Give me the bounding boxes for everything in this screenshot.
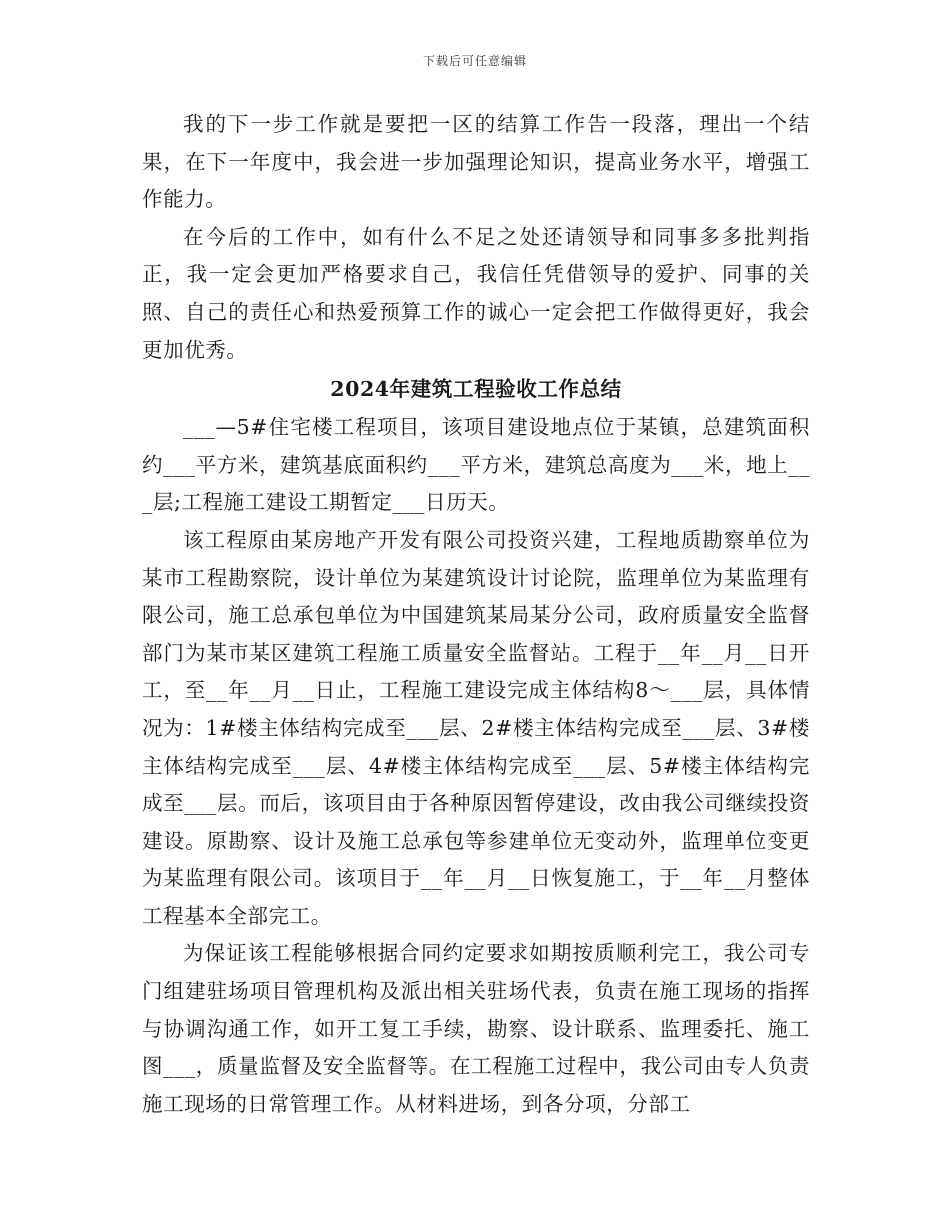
paragraph-project-history: 该工程原由某房地产开发有限公司投资兴建，工程地质勘察单位为某市工程勘察院，设计单位为某建筑设计讨论院，监理单位为某监理有限公司，施工总承包单位为中国建筑某局某分公司，政府质量安全监督部门为某市某区建筑工程施工质量安全监督站。工程于__年__月__日开工，至__年__月__日止，工程施工建设完成主体结构8～___层，具体情况为：1#楼主体结构完成至___层、2#楼主体结构完成至___层、3#楼主体结构完成至___层、4#楼主体结构完成至___层、5#楼主体结构完成至___层。而后，该项目由于各种原因暂停建设，改由我公司继续投资建设。原勘察、设计及施工总承包等参建单位无变动外，监理单位变更为某监理有限公司。该项目于__年__月__日恢复施工，于__年__月整体工程基本全部完工。 [142,527,810,928]
paragraph-management: 为保证该工程能够根据合同约定要求如期按质顺利完工，我公司专门组建驻场项目管理机构及派出相关驻场代表，负责在施工现场的指挥与协调沟通工作，如开工复工手续，勘察、设计联系、监理委托、施工图___，质量监督及安全监督等。在工程施工过程中，我公司由专人负责施工现场的日常管理工作。从材料进场，到各分项，分部工 [142,941,810,1116]
document-body [142,106,810,1123]
paragraph-project-overview: ___—5#住宅楼工程项目，该项目建设地点位于某镇，总建筑面积约___平方米，建筑基底面积约___平方米，建筑总高度为___米，地上___层;工程施工建设工期暂定___日历天。 [142,415,810,515]
section-title: 2024年建筑工程验收工作总结 [330,377,622,402]
paragraph-future-work: 在今后的工作中，如有什么不足之处还请领导和同事多多批判指正，我一定会更加严格要求自己，我信任凭借领导的爱护、同事的关照、自己的责任心和热爱预算工作的诚心一定会把工作做得更好，我会更加优秀。 [142,224,810,362]
paragraph-next-steps: 我的下一步工作就是要把一区的结算工作告一段落，理出一个结果，在下一年度中，我会进一步加强理论知识，提高业务水平，增强工作能力。 [142,112,810,212]
page-header-note: 下载后可任意编辑 [422,54,527,68]
